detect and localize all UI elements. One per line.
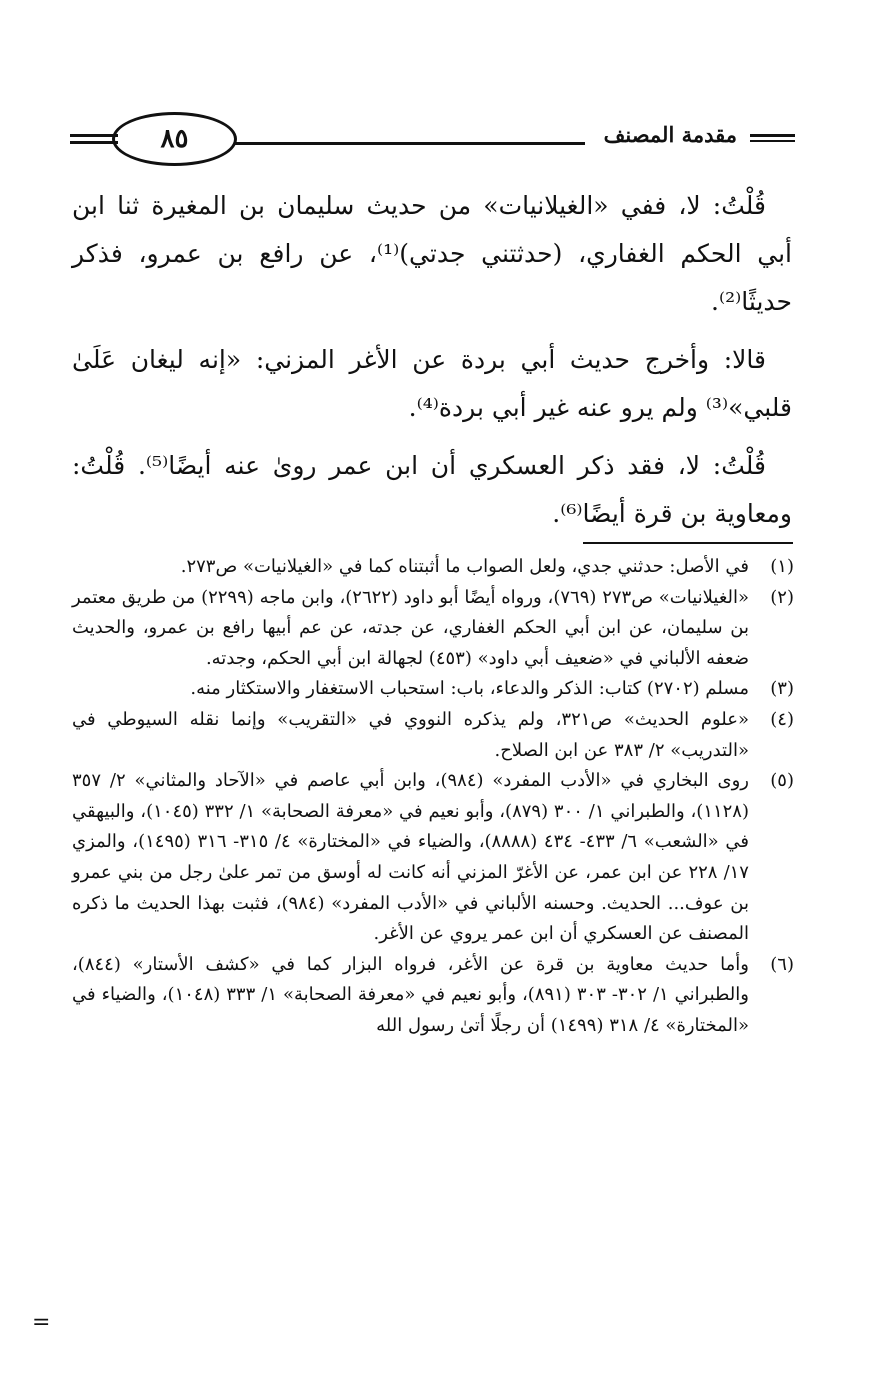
- page-number: ٨٥: [112, 112, 237, 166]
- paragraph: قالا: وأخرج حديث أبي بردة عن الأغر المزني: «إنه ليغان عَلَىٰ قلبي»⁽³⁾ ولم يرو عنه غير أبي بردة⁽⁴⁾.: [72, 345, 792, 422]
- footnote-text: روى البخاري في «الأدب المفرد» (٩٨٤)، وابن أبي عاصم في «الآحاد والمثاني» ٢/ ٣٥٧ (١١٢٨)، والطبراني ١/ ٣٠٠ (٨٧٩)، وأبو نعيم في «معرفة الصحابة» ١/ ٣٣٢ (١٠٤٥)، والبيهقي في «الشعب» ٦/ ٤٣٣- ٤٣٤ (٨٨٨٨)، والضياء في «المختارة» ٤/ ٣١٥- ٣١٦ (١٤٩٥)، والمزي ١٧/ ٢٢٨ عن ابن عمر، عن الأغرّ المزني أنه كانت له أوسق من تمر علىٰ رجل من بني عمرو بن عوف... الحديث. وحسنه الألباني في «الأدب المفرد» (٩٨٤)، فثبت بهذا الحديث ما ذكره المصنف عن العسكري أن ابن عمر يروي عن الأغر.: [72, 770, 749, 945]
- footnote-text: وأما حديث معاوية بن قرة عن الأغر، فرواه البزار كما في «كشف الأستار» (٨٤٤)، والطبراني ١/ ٣٠٢- ٣٠٣ (٨٩١)، وأبو نعيم في «معرفة الصحابة» ١/ ٣٣٣ (١٠٤٨)، والضياء في «المختارة» ٤/ ٣١٨ (١٤٩٩) أن رجلًا أتىٰ رسول الله: [72, 953, 749, 1036]
- footnote-number: (١): [770, 556, 794, 577]
- footnote-text: «علوم الحديث» ص٣٢١، ولم يذكره النووي في «التقريب» وإنما نقله السيوطي في «التدريب» ٢/ ٣٨٣ عن ابن الصلاح.: [72, 708, 749, 761]
- footnote: [72, 552, 794, 583]
- footnote: [72, 674, 794, 705]
- continuation-mark: =: [32, 1310, 51, 1335]
- header-rule: [70, 141, 118, 144]
- footnote-number: (٦): [770, 953, 794, 975]
- section-title: مقدمة المصنف: [603, 122, 737, 147]
- footnote-number: (٤): [770, 708, 794, 730]
- footnote-number: (٣): [770, 678, 794, 700]
- page-header: [70, 108, 795, 172]
- paragraph: قُلْتُ: لا، ففي «الغيلانيات» من حديث سليمان بن المغيرة ثنا ابن أبي الحكم الغفاري، (حدثتني جدتي)⁽¹⁾، عن رافع بن عمرو، فذكر حديثًا⁽²⁾.: [72, 191, 792, 316]
- main-text: [72, 182, 792, 548]
- footnote-separator: [583, 542, 793, 544]
- header-rule: [750, 134, 795, 137]
- paragraph: قُلْتُ: لا، فقد ذكر العسكري أن ابن عمر روىٰ عنه أيضًا⁽⁵⁾. قُلْتُ: ومعاوية بن قرة أيضًا⁽⁶⁾.: [72, 451, 792, 528]
- footnote: [72, 950, 794, 1042]
- footnotes: [72, 552, 794, 1042]
- footnote-text: مسلم (٢٧٠٢) كتاب: الذكر والدعاء، باب: استحباب الاستغفار والاستكثار منه.: [190, 678, 749, 700]
- footnote-number: (٢): [770, 586, 794, 608]
- footnote: [72, 705, 794, 766]
- footnote: [72, 766, 794, 950]
- footnote: [72, 583, 794, 675]
- footnote-text: «الغيلانيات» ص٢٧٣ (٧٦٩)، ورواه أيضًا أبو داود (٢٦٢٢)، وابن ماجه (٢٢٩٩) من طريق معتمر بن سليمان، عن ابن أبي الحكم الغفاري، عن جدته، عن عم أبيها رافع بن عمرو، والحديث ضعفه الألباني في «ضعيف أبي داود» (٤٥٣) لجهالة ابن أبي الحكم، وجدته.: [72, 586, 749, 669]
- header-rule: [235, 142, 585, 145]
- header-rule: [750, 140, 795, 142]
- header-rule: [70, 134, 118, 137]
- footnote-text: في الأصل: حدثني جدي، ولعل الصواب ما أثبتناه كما في «الغيلانيات» ص٢٧٣.: [180, 556, 749, 577]
- footnote-number: (٥): [770, 770, 794, 792]
